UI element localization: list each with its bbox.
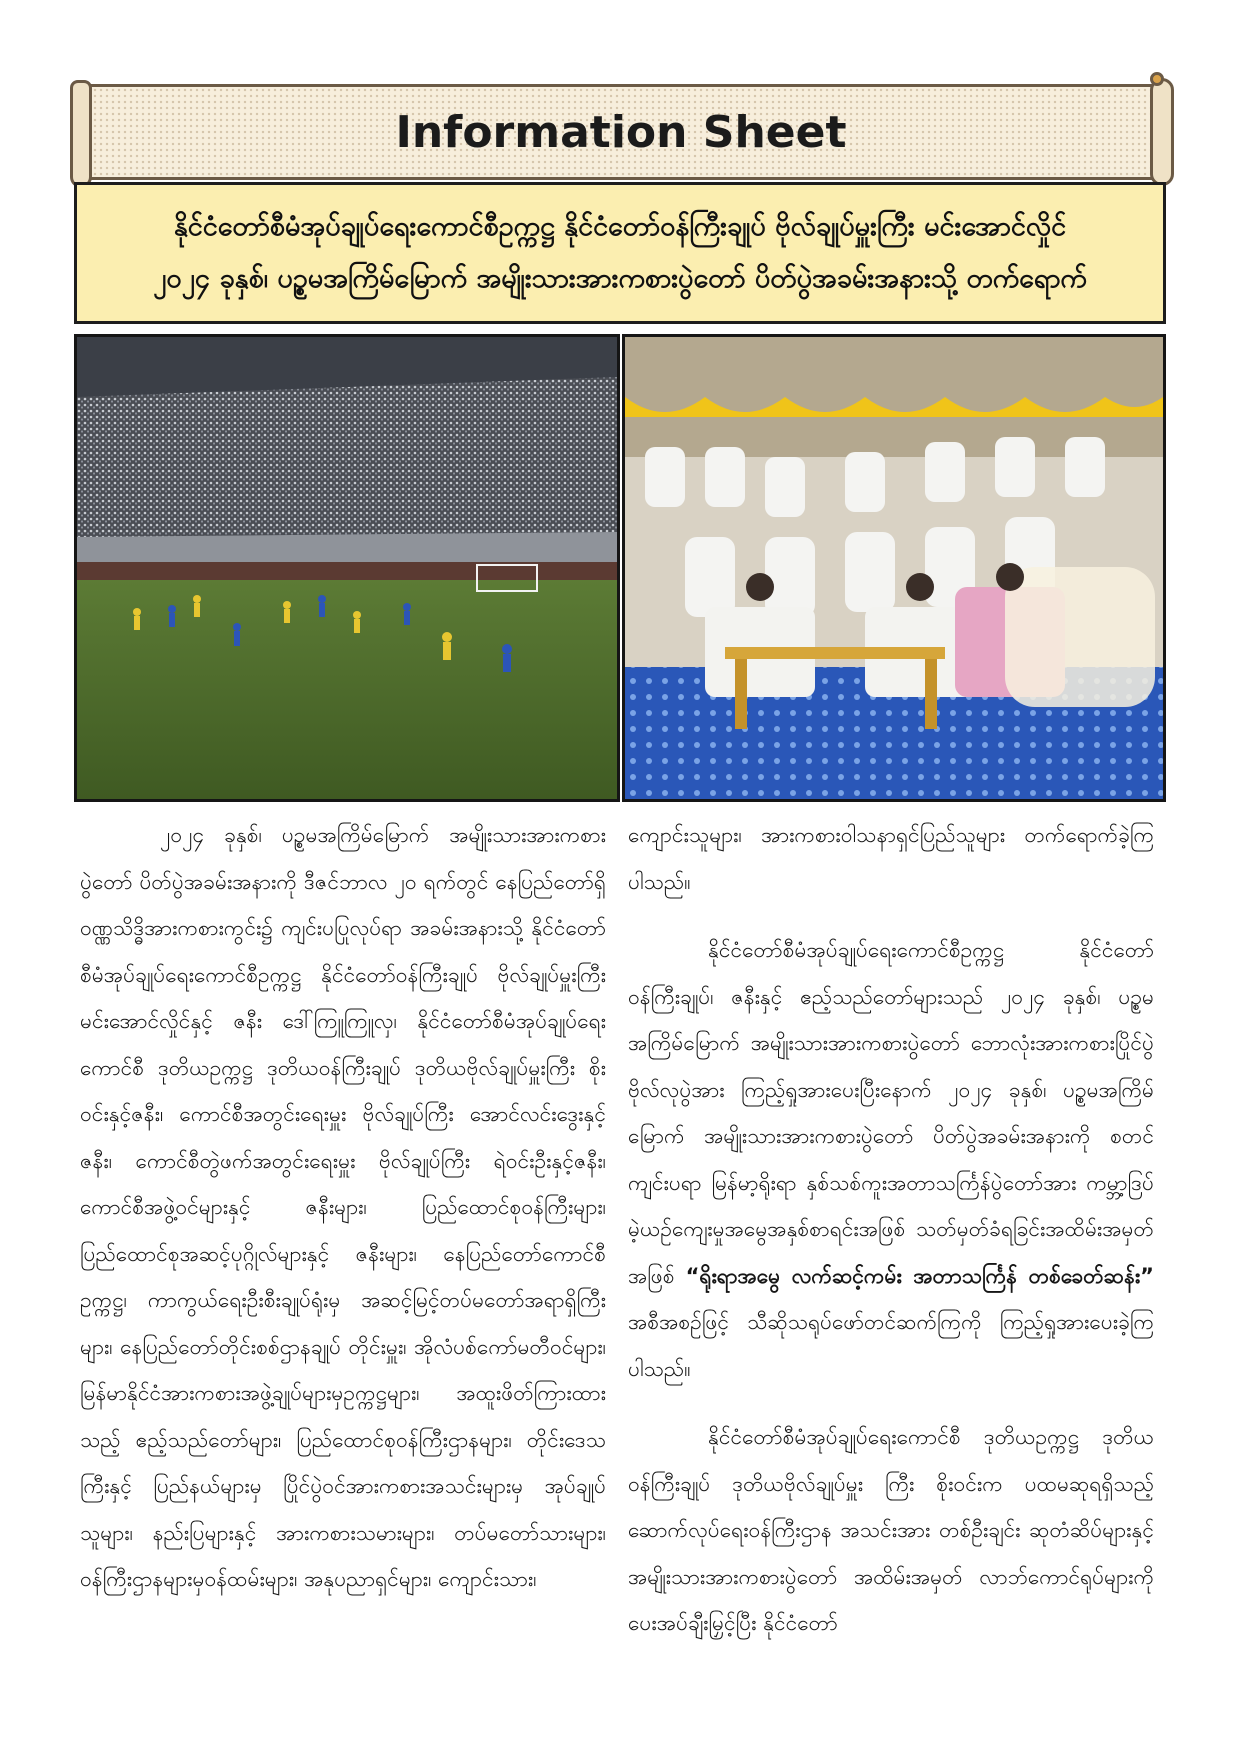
stadium-match-photo [74,334,620,802]
article-paragraph [628,927,1154,1392]
page-title: Information Sheet [395,106,847,158]
article-right-column [628,812,1154,1647]
headline-line-2: ၂၀၂၄ ခုနှစ်၊ ပဉ္စမအကြိမ်မြောက် အမျိုးသားအားကစားပွဲတော် ပိတ်ပွဲအခမ်းအနားသို့ တက်ရောက် [153,263,1087,294]
event-theme-quote: “ရိုးရာအမွေ လက်ဆင့်ကမ်း အတာသင်္ကြန် တစ်ခေတ်ဆန်း” [685,1263,1154,1288]
article-paragraph: နိုင်ငံတော်စီမံအုပ်ချုပ်ရေးကောင်စီ ဒုတိယဥက္ကဋ္ဌ ဒုတိယဝန်ကြီးချုပ် ဒုတိယဗိုလ်ချုပ်မှူး ကြီး စိုးဝင်းက ပထမဆုရရှိသည့် ဆောက်လုပ်ရေးဝန်ကြီးဌာန အသင်းအား တစ်ဦးချင်း ဆုတံဆိပ်များနှင့် အမျိုးသားအားကစားပွဲတော် အထိမ်းအမှတ် လာဘ်ကောင်ရုပ်များကို ပေးအပ်ချီးမြှင့်ပြီး နိုင်ငံတော် [628,1425,1154,1635]
dignitaries-image [625,337,1163,799]
paragraph-text: နိုင်ငံတော်စီမံအုပ်ချုပ်ရေးကောင်စီဥက္ကဋ္ဌ နိုင်ငံတော်ဝန်ကြီးချုပ်၊ ဇနီးနှင့် ဧည့်သည်တော်များသည် ၂၀၂၄ ခုနှစ်၊ ပဉ္စမအကြိမ်မြောက် အမျိုးသားအားကစားပွဲတော် ဘောလုံးအားကစားပြိုင်ပွဲ ဗိုလ်လုပွဲအား ကြည့်ရှုအားပေးပြီးနောက် ၂၀၂၄ ခုနှစ်၊ ပဉ္စမအကြိမ်မြောက် အမျိုးသားအားကစားပွဲတော် ပိတ်ပွဲအခမ်းအနားကို စတင်ကျင်းပရာ မြန်မာ့ရိုးရာ နှစ်သစ်ကူးအတာသင်္ကြန်ပွဲတော်အား ကမ္ဘာ့ဒြပ်မဲ့ယဉ်ကျေးမှုအမွေအနှစ်စာရင်းအဖြစ် သတ်မှတ်ခံရခြင်းအထိမ်းအမှတ်အဖြစ် [628,938,1154,1288]
headline-line-1: နိုင်ငံတော်စီမံအုပ်ချုပ်ရေးကောင်စီဥက္ကဋ္ဌ နိုင်ငံတော်ဝန်ကြီးချုပ် ဗိုလ်ချုပ်မှူးကြီး မင်းအောင်လှိုင် [173,211,1067,242]
article-paragraph: ၂၀၂၄ ခုနှစ်၊ ပဉ္စမအကြိမ်မြောက် အမျိုးသားအားကစားပွဲတော် ပိတ်ပွဲအခမ်းအနားကို ဒီဇင်ဘာလ ၂၀ ရက်တွင် နေပြည်တော်ရှိ ဝဏ္ဏသိဒ္ဓိအားကစားကွင်း၌ ကျင်းပပြုလုပ်ရာ အခမ်းအနားသို့ နိုင်ငံတော်စီမံအုပ်ချုပ်ရေးကောင်စီဥက္ကဋ္ဌ နိုင်ငံတော်ဝန်ကြီးချုပ် ဗိုလ်ချုပ်မှူးကြီး မင်းအောင်လှိုင်နှင့် ဇနီး ဒေါ်ကြူကြူလှ၊ နိုင်ငံတော်စီမံအုပ်ချုပ်ရေးကောင်စီ ဒုတိယဥက္ကဋ္ဌ ဒုတိယဝန်ကြီးချုပ် ဒုတိယဗိုလ်ချုပ်မှူးကြီး စိုးဝင်းနှင့်ဇနီး၊ ကောင်စီအတွင်းရေးမှူး ဗိုလ်ချုပ်ကြီး အောင်လင်းဒွေးနှင့် ဇနီး၊ ကောင်စီတွဲဖက်အတွင်းရေးမှူး ဗိုလ်ချုပ်ကြီး ရဲဝင်းဦးနှင့်ဇနီး၊ ကောင်စီအဖွဲ့ဝင်များနှင့် ဇနီးများ၊ ပြည်ထောင်စုဝန်ကြီးများ၊ ပြည်ထောင်စုအဆင့်ပုဂ္ဂိုလ်များနှင့် ဇနီးများ၊ နေပြည်တော်ကောင်စီဥက္ကဋ္ဌ၊ ကာကွယ်ရေးဦးစီးချုပ်ရုံးမှ အဆင့်မြင့်တပ်မတော်အရာရှိကြီးများ၊ နေပြည်တော်တိုင်းစစ်ဌာနချုပ် တိုင်းမှူး၊ အိုလံပစ်ကော်မတီဝင်များ၊ မြန်မာနိုင်ငံအားကစားအဖွဲ့ချုပ်များမှဥက္ကဋ္ဌများ၊ အထူးဖိတ်ကြားထားသည့် ဧည့်သည်တော်များ၊ ပြည်ထောင်စုဝန်ကြီးဌာနများ၊ တိုင်းဒေသကြီးနှင့် ပြည်နယ်များမှ ပြိုင်ပွဲဝင်အားကစားအသင်းများမှ အုပ်ချုပ်သူများ၊ နည်းပြများနှင့် အားကစားသမားများ၊ တပ်မတော်သားများ၊ ဝန်ကြီးဌာနများမှဝန်ထမ်းများ၊ အနုပညာရှင်များ၊ ကျောင်းသား၊ [80,823,606,1591]
stadium-match-image [77,337,617,799]
paragraph-gap [628,905,1154,927]
article-left-column [80,812,606,1603]
headline-box [74,182,1166,324]
paragraph-text: အစီအစဉ်ဖြင့် သီဆိုသရုပ်ဖော်တင်ဆက်ကြကို ကြည့်ရှုအားပေးခဲ့ကြပါသည်။ [628,1310,1154,1381]
dignitaries-photo [622,334,1166,802]
paragraph-gap [628,1392,1154,1414]
article-paragraph: ကျောင်းသူများ၊ အားကစားဝါသနာရှင်ပြည်သူများ တက်ရောက်ခဲ့ကြပါသည်။ [628,823,1154,894]
